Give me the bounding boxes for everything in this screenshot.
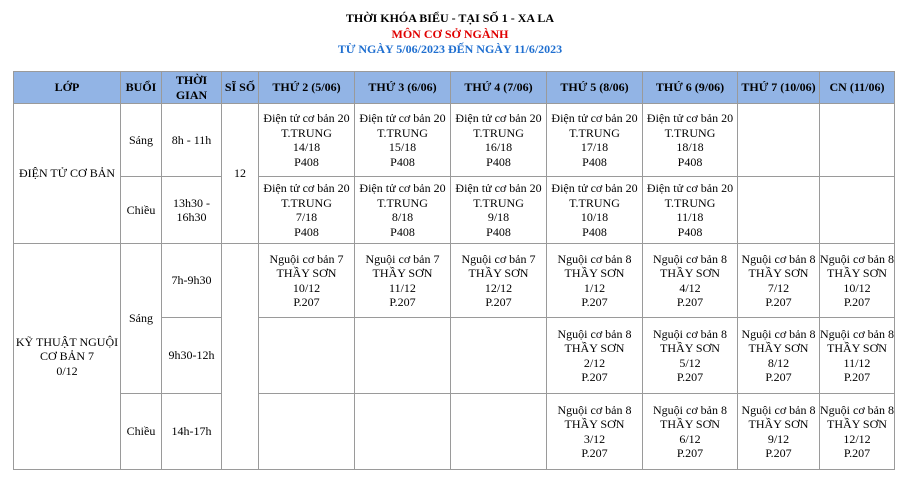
timetable [13,71,895,470]
schedule-cell [738,177,820,244]
schedule-line: Điện tử cơ bản 20 [646,181,734,195]
session-cell: Chiều [121,177,162,244]
schedule-line: P408 [486,154,511,169]
schedule-line: P.207 [843,370,871,384]
schedule-line: P.207 [581,446,608,460]
schedule-line: 10/12 [292,280,321,295]
schedule-line: T.TRUNG [569,125,620,140]
schedule-cell [547,244,643,318]
header-day: THỨ 3 (6/06) [355,72,451,104]
schedule-cell [259,104,355,177]
schedule-cell [820,177,895,244]
schedule-line: T.TRUNG [569,195,620,210]
schedule-line: 12/12 [484,280,513,295]
schedule-line: THẦY SƠN [564,341,625,355]
schedule-cell [355,318,451,394]
table-row [14,177,895,244]
schedule-line: 14/18 [292,140,321,154]
page-title: THỜI KHÓA BIỂU - TẠI SỐ 1 - XA LA [345,11,555,25]
schedule-line: Nguội cơ bản 8 [653,251,727,266]
header-day: THỨ 4 (7/06) [451,72,547,104]
session-cell: Sáng [121,244,162,394]
schedule-cell [355,177,451,244]
schedule-cell [355,104,451,177]
schedule-cell [355,244,451,318]
schedule-line: T.TRUNG [473,195,524,210]
schedule-line: THẦY SƠN [564,266,625,280]
schedule-cell [643,177,738,244]
schedule-line: 1/12 [583,280,606,295]
class-name-line: CƠ BẢN 7 [39,349,94,364]
schedule-line: 11/18 [676,210,704,224]
header-day: THỨ 5 (8/06) [547,72,643,104]
schedule-cell [643,244,738,318]
header-day: THỨ 6 (9/06) [643,72,738,104]
schedule-line: Điện tử cơ bản 20 [455,111,542,125]
schedule-line: P.207 [581,295,608,309]
schedule-line: P408 [294,224,319,239]
time-cell: 8h - 11h [162,104,222,177]
schedule-line: Nguội cơ bản 8 [653,402,727,417]
schedule-line: 17/18 [580,140,609,154]
schedule-line: 9/18 [487,210,510,224]
schedule-line: T.TRUNG [473,125,524,140]
schedule-line: P.207 [676,446,704,460]
date-range: TỪ NGÀY 5/06/2023 ĐẾN NGÀY 11/6/2023 [337,42,563,56]
schedule-cell [451,104,547,177]
schedule-line: P408 [390,224,415,239]
schedule-cell [547,318,643,394]
schedule-line: 6/12 [679,431,701,446]
schedule-line: THẦY SƠN [748,417,809,431]
schedule-line: T.TRUNG [664,125,716,140]
time-cell: 7h-9h30 [162,244,222,318]
schedule-line: P.207 [581,370,608,384]
schedule-line: 15/18 [388,140,417,154]
schedule-line: P408 [582,154,607,169]
schedule-line: 12/12 [843,431,871,446]
schedule-cell [259,244,355,318]
header-time-line: GIAN [175,87,208,102]
header-size: SĨ SỐ [222,72,259,104]
schedule-cell [738,244,820,318]
header-time [162,72,222,104]
schedule-line: P.207 [485,295,512,309]
schedule-cell [643,394,738,470]
header-day: THỨ 7 (10/06) [738,72,820,104]
schedule-line: P.207 [843,295,871,309]
class-name: ĐIỆN TỬ CƠ BẢN [14,104,121,244]
schedule-line: THẦY SƠN [372,266,433,280]
class-size [222,244,259,470]
schedule-cell [547,104,643,177]
time-cell: 14h-17h [162,394,222,470]
schedule-line: Nguội cơ bản 8 [653,326,727,341]
schedule-line: Nguội cơ bản 8 [741,251,816,266]
schedule-line: Nguội cơ bản 8 [557,251,632,266]
table-row [14,104,895,177]
schedule-line: 8/18 [391,210,414,224]
schedule-line: T.TRUNG [281,195,332,210]
schedule-line: Nguội cơ bản 8 [820,326,894,341]
schedule-line: 10/18 [580,210,609,224]
schedule-cell [820,394,895,470]
schedule-line: 11/12 [389,280,416,295]
schedule-cell [547,394,643,470]
schedule-line: 7/18 [295,210,318,224]
schedule-line: Nguội cơ bản 8 [557,326,632,341]
schedule-line: THẦY SƠN [564,417,625,431]
header-class: LỚP [14,72,121,104]
schedule-line: T.TRUNG [281,125,332,140]
table-row [14,394,895,470]
schedule-cell [643,104,738,177]
schedule-line: P.207 [765,370,792,384]
schedule-line: P.207 [676,295,704,309]
schedule-cell [738,318,820,394]
schedule-line: Nguội cơ bản 8 [557,402,632,417]
schedule-line: Nguội cơ bản 7 [365,251,440,266]
schedule-cell [820,104,895,177]
schedule-line: P.207 [389,295,416,309]
time-cell: 9h30-12h [162,318,222,394]
schedule-line: Điện tử cơ bản 20 [263,111,350,125]
schedule-line: THẦY SƠN [827,341,887,355]
schedule-line: T.TRUNG [377,195,428,210]
schedule-line: THẦY SƠN [660,266,720,280]
title-block [0,10,900,57]
header-day: CN (11/06) [820,72,895,104]
schedule-line: 8/12 [767,355,790,370]
schedule-cell [259,177,355,244]
class-name [14,244,121,470]
schedule-line: P408 [486,224,511,239]
schedule-line: Điện tử cơ bản 20 [359,181,446,195]
class-name-line: 0/12 [56,363,78,378]
schedule-cell [451,394,547,470]
schedule-cell [820,244,895,318]
schedule-line: P.207 [765,446,792,460]
schedule-line: Nguội cơ bản 8 [820,251,894,266]
schedule-cell [820,318,895,394]
schedule-line: T.TRUNG [664,195,716,210]
schedule-cell [738,104,820,177]
schedule-cell [355,394,451,470]
header-row [14,72,895,104]
session-cell: Chiều [121,394,162,470]
schedule-line: THẦY SƠN [748,341,809,355]
schedule-line: THẦY SƠN [660,417,720,431]
schedule-line: P.207 [765,295,792,309]
schedule-line: Điện tử cơ bản 20 [263,181,350,195]
schedule-line: 2/12 [583,355,606,370]
schedule-line: 4/12 [679,280,701,295]
schedule-line: P408 [390,154,415,169]
schedule-line: Điện tử cơ bản 20 [359,111,446,125]
header-session: BUỔI [121,72,162,104]
schedule-line: P408 [677,224,703,239]
schedule-line: THẦY SƠN [827,417,887,431]
schedule-cell [259,318,355,394]
schedule-line: Nguội cơ bản 8 [820,402,894,417]
schedule-cell [451,318,547,394]
schedule-line: P408 [582,224,607,239]
schedule-line: Nguội cơ bản 8 [741,326,816,341]
schedule-line: Nguội cơ bản 8 [741,402,816,417]
schedule-line: THẦY SƠN [660,341,720,355]
schedule-line: Nguội cơ bản 7 [461,251,536,266]
schedule-line: 11/12 [843,355,871,370]
schedule-cell [643,318,738,394]
schedule-line: Điện tử cơ bản 20 [551,111,638,125]
schedule-line: P.207 [293,295,320,309]
schedule-cell [738,394,820,470]
schedule-line: P408 [677,154,703,169]
schedule-line: THẦY SƠN [468,266,529,280]
schedule-line: 16/18 [484,140,513,154]
class-size: 12 [222,104,259,244]
time-line: 13h30 - [173,195,210,210]
schedule-line: P408 [294,154,319,169]
schedule-line: Điện tử cơ bản 20 [455,181,542,195]
time-line: 16h30 [176,210,207,224]
header-time-line: THỜI [175,73,208,87]
schedule-cell [547,177,643,244]
schedule-line: THẦY SƠN [827,266,887,280]
schedule-line: 9/12 [767,431,790,446]
schedule-line: 18/18 [676,140,704,154]
schedule-line: THẦY SƠN [276,266,337,280]
time-cell [162,177,222,244]
header-day: THỨ 2 (5/06) [259,72,355,104]
class-name-line: KỸ THUẬT NGUỘI [15,334,119,349]
schedule-line: 5/12 [679,355,701,370]
schedule-line: 3/12 [583,431,606,446]
schedule-line: Điện tử cơ bản 20 [551,181,638,195]
schedule-cell [451,244,547,318]
schedule-cell [451,177,547,244]
schedule-line: 10/12 [843,280,871,295]
schedule-line: 7/12 [767,280,790,295]
schedule-cell [259,394,355,470]
schedule-line: Nguội cơ bản 7 [269,251,344,266]
schedule-line: P.207 [843,446,871,460]
schedule-line: THẦY SƠN [748,266,809,280]
table-row [14,244,895,318]
schedule-line: T.TRUNG [377,125,428,140]
schedule-line: P.207 [676,370,704,384]
session-cell: Sáng [121,104,162,177]
subject-title: MÔN CƠ SỞ NGÀNH [391,27,509,41]
schedule-line: Điện tử cơ bản 20 [646,111,734,125]
